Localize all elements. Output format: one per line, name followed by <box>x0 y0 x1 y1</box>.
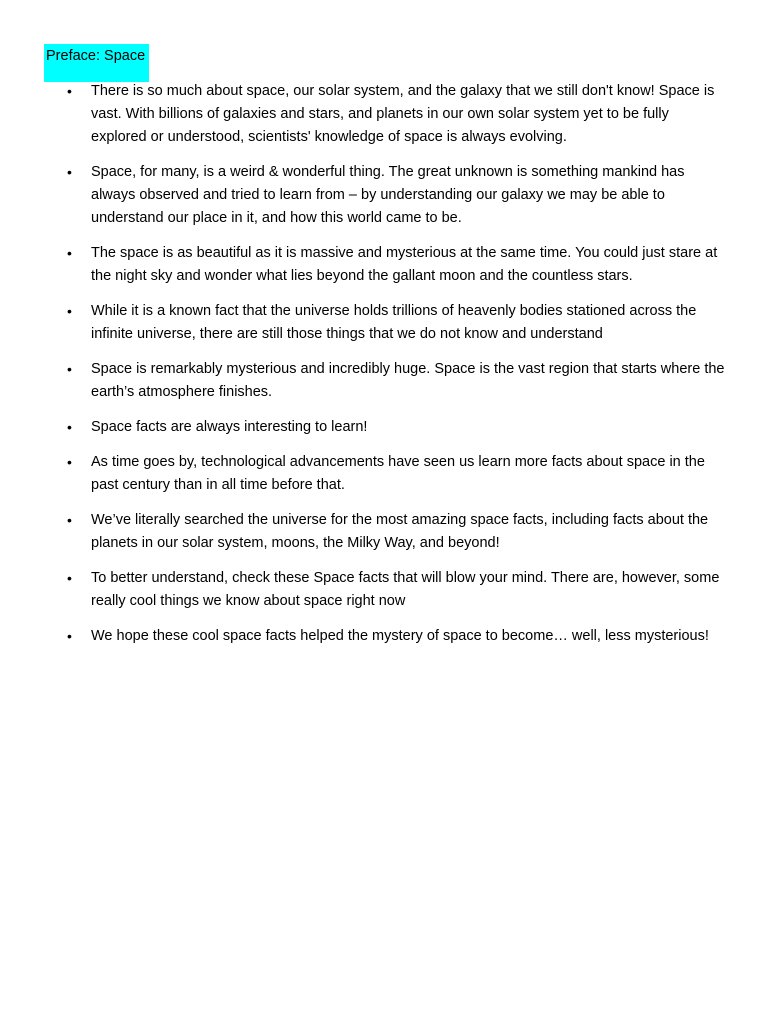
bullet-text: Space, for many, is a weird & wonderful thing. The great unknown is something mankind has always observed and tried to learn from – by understanding our galaxy we may be able to understand our place in it, and how this world came to be. <box>91 164 685 226</box>
bullet-text: Space is remarkably mysterious and incredibly huge. Space is the vast region that starts where the earth’s atmosphere finishes. <box>91 361 725 400</box>
bullet-text: We’ve literally searched the universe for the most amazing space facts, including facts about the planets in our solar system, moons, the Milky Way, and beyond! <box>91 512 709 551</box>
bullet-list <box>0 80 768 660</box>
bullet-icon: • <box>67 512 72 528</box>
list-item <box>0 625 768 648</box>
bullet-icon: • <box>67 303 72 319</box>
list-item <box>0 358 768 404</box>
bullet-text: We hope these cool space facts helped the mystery of space to become… well, less mysterious! <box>91 628 709 644</box>
list-item <box>0 416 768 439</box>
list-item <box>0 509 768 555</box>
list-item <box>0 161 768 230</box>
list-item <box>0 300 768 346</box>
bullet-icon: • <box>67 83 72 99</box>
bullet-text: Space facts are always interesting to learn! <box>91 419 368 435</box>
list-item <box>0 567 768 613</box>
bullet-text: There is so much about space, our solar system, and the galaxy that we still don't know! Space is vast. With billions of galaxies and stars, and planets in our own solar system yet to be fully explored or understood, scientists' knowledge of space is always evolving. <box>91 83 715 145</box>
bullet-text: To better understand, check these Space facts that will blow your mind. There are, however, some really cool things we know about space right now <box>91 570 720 609</box>
bullet-icon: • <box>67 164 72 180</box>
bullet-icon: • <box>67 245 72 261</box>
list-item <box>0 80 768 149</box>
list-item <box>0 242 768 288</box>
bullet-icon: • <box>67 361 72 377</box>
bullet-text: The space is as beautiful as it is massive and mysterious at the same time. You could just stare at the night sky and wonder what lies beyond the gallant moon and the countless stars. <box>91 245 718 284</box>
bullet-icon: • <box>67 570 72 586</box>
list-item <box>0 451 768 497</box>
bullet-icon: • <box>67 419 72 435</box>
preface-heading: Preface: Space <box>44 44 149 82</box>
bullet-text: While it is a known fact that the universe holds trillions of heavenly bodies stationed across the infinite universe, there are still those things that we do not know and understand <box>91 303 697 342</box>
bullet-text: As time goes by, technological advancements have seen us learn more facts about space in the past century than in all time before that. <box>91 454 705 493</box>
bullet-icon: • <box>67 454 72 470</box>
bullet-icon: • <box>67 628 72 644</box>
